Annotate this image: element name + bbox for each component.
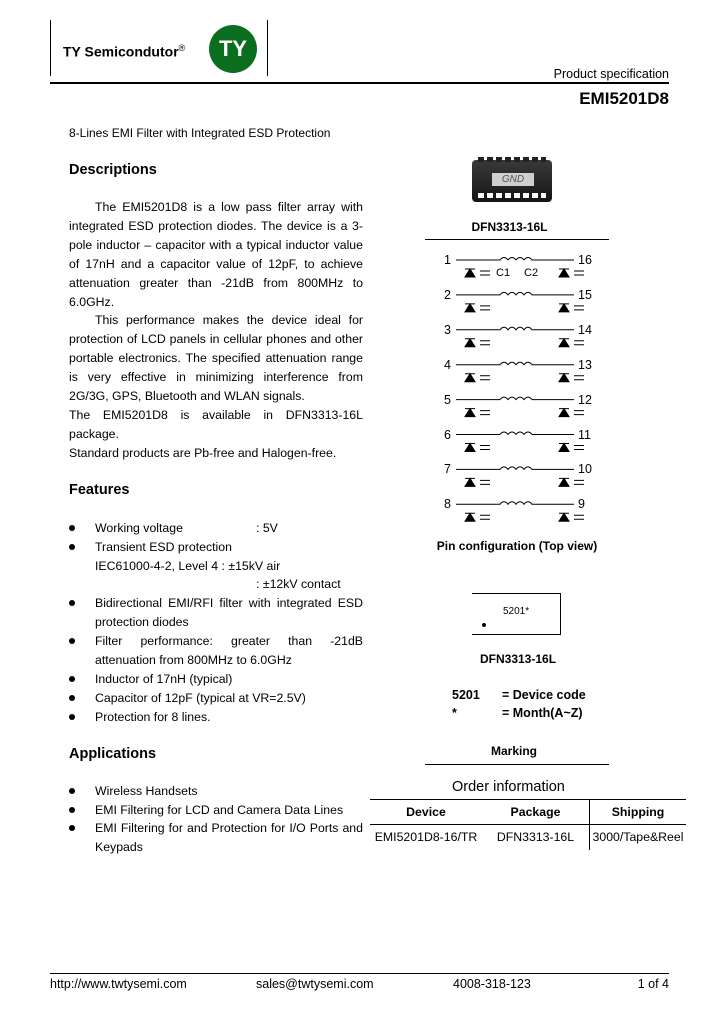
pin-label-right: 9 [578, 497, 585, 512]
capacitor-symbol [574, 376, 584, 380]
order-header-package: Package [510, 805, 561, 819]
footer-rule [50, 973, 669, 974]
c1-label: C1 [496, 267, 511, 279]
pin-label-left: 6 [444, 427, 451, 442]
order-header-shipping: Shipping [590, 800, 687, 825]
diode-symbol [465, 339, 475, 347]
filter-line [456, 292, 574, 295]
application-item: EMI Filtering for and Protection for I/O Ports and Keypads [69, 819, 363, 857]
marking-meaning: = Month(A~Z) [502, 706, 583, 720]
marking-code: * [452, 706, 457, 720]
diode-symbol [465, 409, 475, 417]
capacitor-symbol [574, 411, 584, 415]
c2-label: C2 [524, 267, 539, 279]
order-header-device: Device [406, 805, 446, 819]
package-rule [425, 239, 609, 240]
feature-item: Bidirectional EMI/RFI filter with integrated ESD protection diodes [69, 594, 363, 632]
pin-label-left: 2 [444, 287, 451, 302]
subtitle: 8-Lines EMI Filter with Integrated ESD Protection [69, 126, 331, 140]
application-item: EMI Filtering for LCD and Camera Data Lines [69, 801, 363, 820]
feature-item: Protection for 8 lines. [69, 708, 363, 727]
features-heading: Features [69, 481, 130, 498]
doc-type: Product specification [553, 67, 669, 81]
capacitor-symbol [574, 515, 584, 519]
description-para-4: Standard products are Pb-free and Halogen-free. [69, 445, 337, 460]
applications-heading: Applications [69, 745, 157, 762]
pin-label-right: 12 [578, 392, 592, 407]
marking-caption: Marking [491, 744, 538, 758]
header-divider-right [267, 20, 268, 76]
diode-symbol [559, 478, 569, 486]
filter-line [456, 258, 574, 261]
part-number: EMI5201D8 [579, 89, 669, 108]
description-para-2: This performance makes the device ideal for protection of LCD panels in cellular phones and other portable electronics. The specified attenuation range is very effective in minimizing interference from 2G/3G, GPS, Bluetooth and WLAN signals. [69, 313, 363, 404]
footer-page: 1 of 4 [637, 977, 669, 991]
pin-label-right: 10 [578, 462, 592, 477]
pin-label-right: 16 [578, 253, 592, 267]
marking-chip: 5201* [472, 593, 561, 635]
pin-label-left: 5 [444, 392, 451, 407]
company-name: TY Semicondutor® [63, 43, 186, 60]
feature-item: Working voltage : 5V [69, 519, 363, 538]
order-cell: EMI5201D8-16/TR [374, 830, 478, 845]
pin-label-right: 14 [578, 322, 592, 337]
pin-label-left: 1 [444, 253, 451, 267]
pin-label-left: 3 [444, 322, 451, 337]
package-name: DFN3313-16L [471, 220, 548, 234]
filter-line [456, 362, 574, 365]
pin-label-right: 13 [578, 357, 592, 372]
diode-symbol [465, 269, 475, 277]
capacitor-symbol [480, 515, 490, 519]
diode-symbol [465, 444, 475, 452]
capacitor-symbol [480, 411, 490, 415]
pin-label-left: 8 [444, 497, 451, 512]
pin-diagram [440, 250, 600, 535]
pin-label-left: 4 [444, 357, 451, 372]
feature-item: Capacitor of 12pF (typical at VR=2.5V) [69, 689, 363, 708]
feature-item: Inductor of 17nH (typical) [69, 670, 363, 689]
pin-label-right: 11 [578, 427, 591, 442]
diode-symbol [465, 513, 475, 521]
diode-symbol [559, 304, 569, 312]
marking-meaning: = Device code [502, 688, 586, 702]
capacitor-symbol [480, 480, 490, 484]
diode-symbol [559, 409, 569, 417]
filter-line [456, 397, 574, 400]
diode-symbol [559, 513, 569, 521]
description-para-3: The EMI5201D8 is available in DFN3313-16L package. [69, 407, 363, 441]
footer-url[interactable]: http://www.twtysemi.com [50, 977, 187, 991]
capacitor-symbol [574, 306, 584, 310]
header-divider-left [50, 20, 51, 76]
company-logo: TY [209, 25, 257, 73]
pin-label-left: 7 [444, 462, 451, 477]
diode-symbol [559, 444, 569, 452]
marking-code: 5201 [452, 688, 480, 702]
capacitor-symbol [480, 271, 490, 275]
capacitor-symbol [480, 376, 490, 380]
diode-symbol [559, 269, 569, 277]
feature-item: Transient ESD protection IEC61000-4-2, Level 4 : ±15kV air : ±12kV contact [69, 538, 363, 595]
capacitor-symbol [480, 306, 490, 310]
package-chip-image: GND [472, 160, 552, 202]
order-cell: DFN3313-16L [496, 830, 575, 845]
capacitor-symbol [480, 446, 490, 450]
capacitor-symbol [574, 341, 584, 345]
diode-symbol [465, 478, 475, 486]
capacitor-symbol [574, 480, 584, 484]
description-para-1: The EMI5201D8 is a low pass filter array with integrated ESD protection diodes. The device is a 3-pole inductor – capacitor with a typical inductor value of 17nH and a capacitor value of 12pF, to achieve attenuation greater than -21dB from 800MHz to 6.0GHz. [69, 200, 363, 309]
diode-symbol [465, 374, 475, 382]
diode-symbol [559, 339, 569, 347]
pin-label-right: 15 [578, 287, 592, 302]
feature-item: Filter performance: greater than -21dB attenuation from 800MHz to 6.0GHz [69, 632, 363, 670]
footer-phone: 4008-318-123 [453, 977, 531, 991]
filter-line [456, 467, 574, 470]
capacitor-symbol [480, 341, 490, 345]
order-cell: 3000/Tape&Reel [590, 825, 687, 850]
marking-rule [425, 764, 609, 765]
descriptions-heading: Descriptions [69, 162, 157, 178]
capacitor-symbol [574, 271, 584, 275]
order-table [370, 799, 686, 850]
filter-line [456, 327, 574, 330]
pin-caption: Pin configuration (Top view) [436, 539, 598, 553]
left-column [69, 162, 363, 857]
order-heading: Order information [452, 779, 565, 795]
capacitor-symbol [574, 446, 584, 450]
diode-symbol [559, 374, 569, 382]
diode-symbol [465, 304, 475, 312]
application-item: Wireless Handsets [69, 782, 363, 801]
footer-email[interactable]: sales@twtysemi.com [256, 977, 374, 991]
filter-line [456, 432, 574, 435]
filter-line [456, 502, 574, 505]
marking-package: DFN3313-16L [480, 652, 557, 666]
header-rule [50, 82, 669, 84]
